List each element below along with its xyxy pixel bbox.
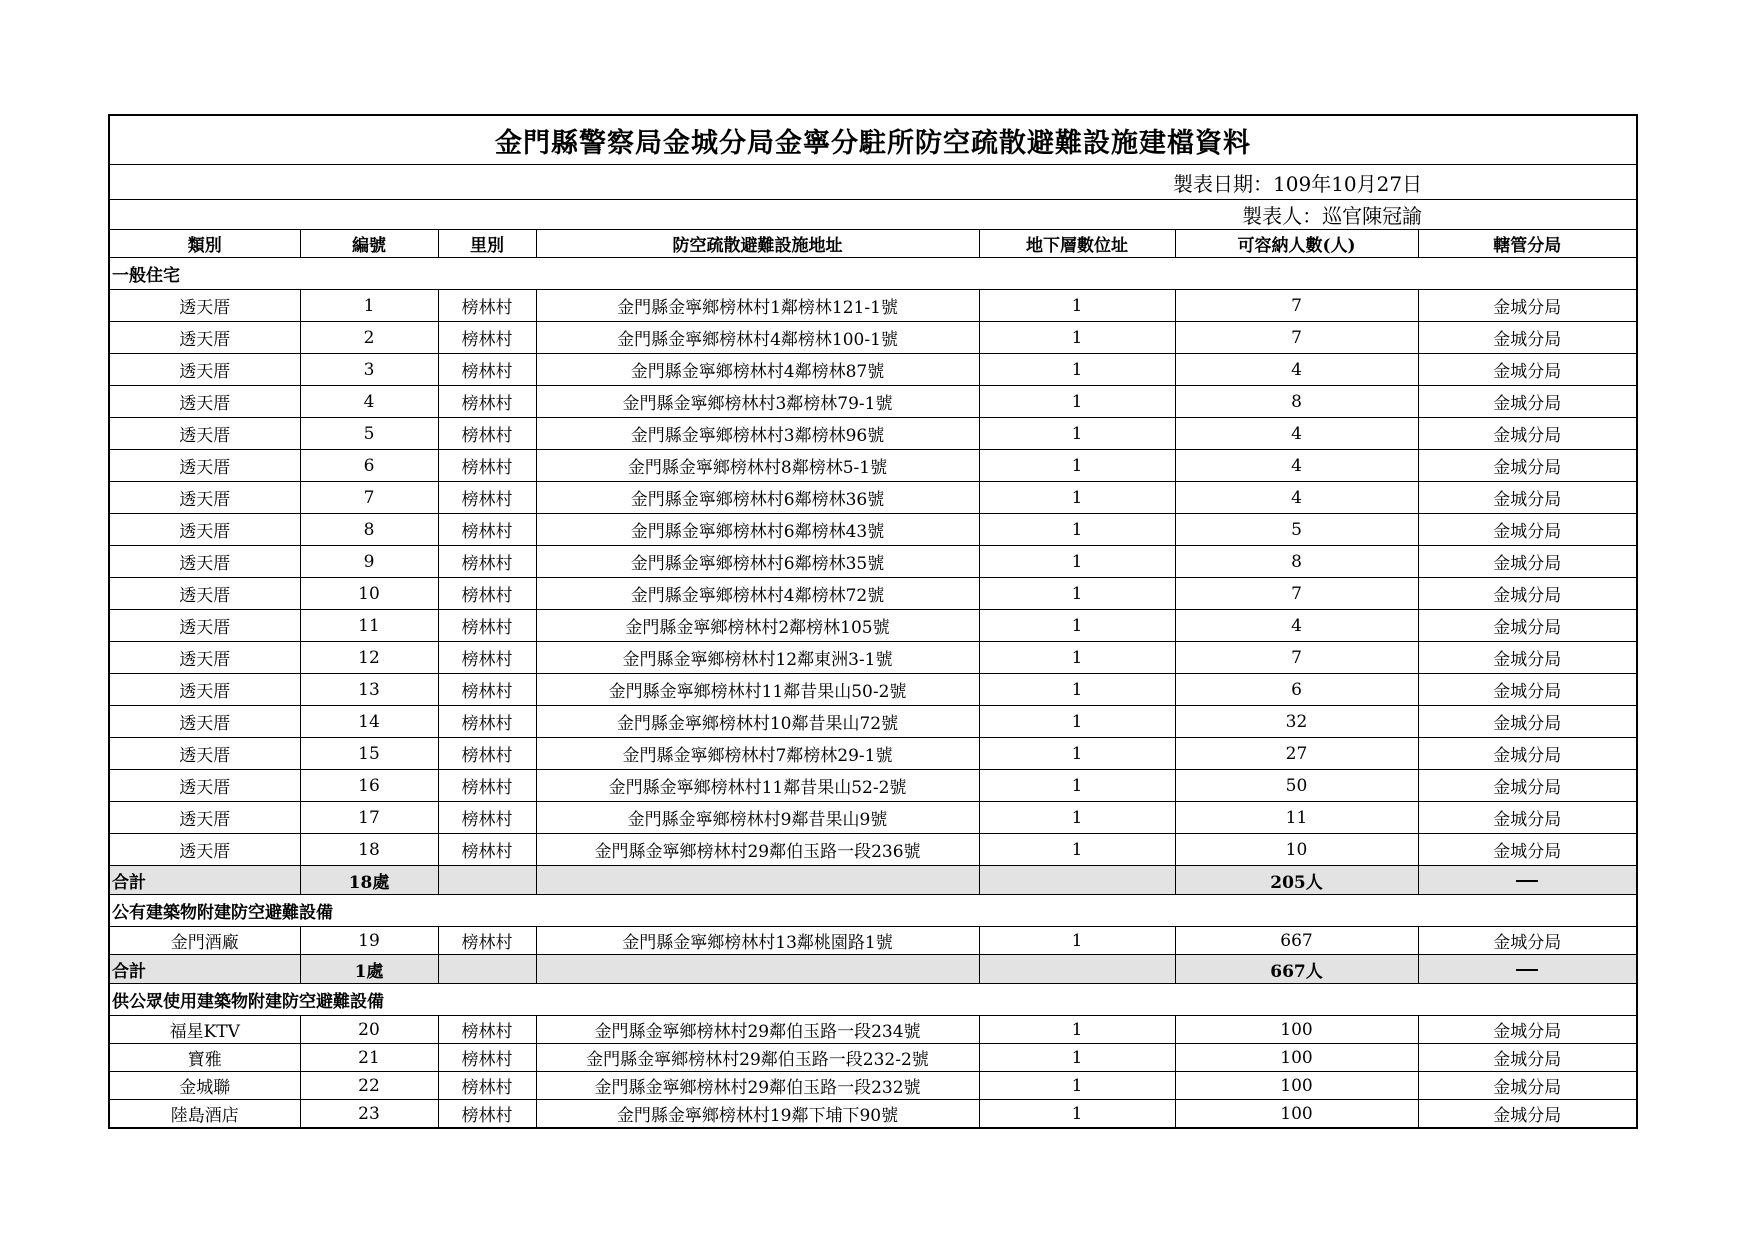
header-basement-floors: 地下層數位址 [979,230,1175,258]
cell-village: 榜林村 [438,1044,536,1072]
cell-address: 金門縣金寧鄉榜林村12鄰東洲3-1號 [536,642,979,674]
section-header [109,984,1637,1016]
cell-basement-floors: 1 [979,834,1175,866]
cell-village: 榜林村 [438,354,536,386]
cell-address: 金門縣金寧鄉榜林村6鄰榜林36號 [536,482,979,514]
table-row [109,674,1637,706]
cell-capacity: 8 [1175,546,1418,578]
cell-number: 3 [300,354,438,386]
maker-line: 製表人：巡官陳冠諭 [109,200,1637,230]
cell-precinct: 金城分局 [1418,770,1637,802]
cell-category: 福星KTV [109,1016,300,1044]
cell-village: 榜林村 [438,674,536,706]
cell-village: 榜林村 [438,1100,536,1129]
table-row [109,802,1637,834]
cell-precinct: 金城分局 [1418,834,1637,866]
cell-basement-floors: 1 [979,738,1175,770]
cell-category: 透天厝 [109,418,300,450]
cell-capacity: 7 [1175,642,1418,674]
table-row [109,482,1637,514]
cell-category: 透天厝 [109,578,300,610]
cell-capacity: 4 [1175,610,1418,642]
cell-address: 金門縣金寧鄉榜林村3鄰榜林96號 [536,418,979,450]
cell-village: 榜林村 [438,706,536,738]
cell-precinct: 金城分局 [1418,1016,1637,1044]
cell-basement-floors: 1 [979,1100,1175,1129]
total-dash [1418,866,1637,895]
cell-village: 榜林村 [438,1016,536,1044]
cell-precinct: 金城分局 [1418,578,1637,610]
cell-category: 透天厝 [109,674,300,706]
cell-category: 透天厝 [109,770,300,802]
cell-village: 榜林村 [438,290,536,322]
cell-basement-floors: 1 [979,927,1175,955]
table-row [109,354,1637,386]
document-title: 金門縣警察局金城分局金寧分駐所防空疏散避難設施建檔資料 [109,115,1637,165]
cell-precinct: 金城分局 [1418,927,1637,955]
header-village: 里別 [438,230,536,258]
total-label: 合計 [109,866,300,895]
cell-village: 榜林村 [438,322,536,354]
cell-village: 榜林村 [438,386,536,418]
total-people: 205人 [1175,866,1418,895]
cell-number: 14 [300,706,438,738]
cell-address: 金門縣金寧鄉榜林村8鄰榜林5-1號 [536,450,979,482]
cell-category: 金門酒廠 [109,927,300,955]
cell-address: 金門縣金寧鄉榜林村9鄰昔果山9號 [536,802,979,834]
cell-number: 11 [300,610,438,642]
header-number: 編號 [300,230,438,258]
cell-number: 8 [300,514,438,546]
cell-capacity: 667 [1175,927,1418,955]
cell-category: 透天厝 [109,738,300,770]
total-empty-cell [979,955,1175,984]
total-people: 667人 [1175,955,1418,984]
cell-village: 榜林村 [438,927,536,955]
table-row [109,1100,1637,1129]
cell-village: 榜林村 [438,482,536,514]
cell-basement-floors: 1 [979,642,1175,674]
cell-capacity: 32 [1175,706,1418,738]
cell-capacity: 7 [1175,290,1418,322]
table-row [109,642,1637,674]
cell-precinct: 金城分局 [1418,514,1637,546]
cell-category: 透天厝 [109,450,300,482]
cell-number: 10 [300,578,438,610]
date-line: 製表日期：109年10月27日 [109,165,1637,200]
cell-capacity: 8 [1175,386,1418,418]
cell-address: 金門縣金寧鄉榜林村11鄰昔果山52-2號 [536,770,979,802]
cell-address: 金門縣金寧鄉榜林村29鄰伯玉路一段236號 [536,834,979,866]
table-row [109,578,1637,610]
cell-precinct: 金城分局 [1418,482,1637,514]
cell-village: 榜林村 [438,770,536,802]
cell-capacity: 4 [1175,450,1418,482]
cell-address: 金門縣金寧鄉榜林村4鄰榜林87號 [536,354,979,386]
cell-number: 5 [300,418,438,450]
cell-basement-floors: 1 [979,770,1175,802]
cell-village: 榜林村 [438,642,536,674]
cell-number: 9 [300,546,438,578]
cell-address: 金門縣金寧鄉榜林村19鄰下埔下90號 [536,1100,979,1129]
table-row [109,834,1637,866]
cell-basement-floors: 1 [979,450,1175,482]
cell-number: 16 [300,770,438,802]
cell-village: 榜林村 [438,578,536,610]
cell-number: 15 [300,738,438,770]
cell-basement-floors: 1 [979,610,1175,642]
cell-capacity: 5 [1175,514,1418,546]
cell-capacity: 4 [1175,482,1418,514]
header-category: 類別 [109,230,300,258]
cell-address: 金門縣金寧鄉榜林村2鄰榜林105號 [536,610,979,642]
cell-address: 金門縣金寧鄉榜林村6鄰榜林43號 [536,514,979,546]
total-row [109,866,1637,895]
cell-category: 透天厝 [109,834,300,866]
header-address: 防空疏散避難設施地址 [536,230,979,258]
table-row [109,514,1637,546]
cell-address: 金門縣金寧鄉榜林村6鄰榜林35號 [536,546,979,578]
cell-precinct: 金城分局 [1418,1072,1637,1100]
cell-category: 透天厝 [109,706,300,738]
cell-capacity: 100 [1175,1016,1418,1044]
cell-basement-floors: 1 [979,418,1175,450]
table-row [109,770,1637,802]
cell-village: 榜林村 [438,1072,536,1100]
cell-precinct: 金城分局 [1418,418,1637,450]
cell-basement-floors: 1 [979,354,1175,386]
cell-number: 21 [300,1044,438,1072]
section-header [109,895,1637,927]
cell-basement-floors: 1 [979,1072,1175,1100]
cell-capacity: 11 [1175,802,1418,834]
table-row [109,1016,1637,1044]
cell-precinct: 金城分局 [1418,674,1637,706]
cell-precinct: 金城分局 [1418,386,1637,418]
cell-number: 12 [300,642,438,674]
cell-address: 金門縣金寧鄉榜林村13鄰桃園路1號 [536,927,979,955]
section-title: 公有建築物附建防空避難設備 [109,895,1637,927]
total-dash [1418,955,1637,984]
cell-basement-floors: 1 [979,322,1175,354]
cell-number: 6 [300,450,438,482]
cell-basement-floors: 1 [979,482,1175,514]
cell-category: 透天厝 [109,354,300,386]
cell-village: 榜林村 [438,610,536,642]
table-row [109,706,1637,738]
table-row [109,927,1637,955]
cell-capacity: 100 [1175,1100,1418,1129]
cell-capacity: 50 [1175,770,1418,802]
cell-precinct: 金城分局 [1418,322,1637,354]
cell-village: 榜林村 [438,738,536,770]
cell-category: 透天厝 [109,386,300,418]
cell-number: 23 [300,1100,438,1129]
cell-number: 2 [300,322,438,354]
cell-capacity: 100 [1175,1072,1418,1100]
cell-precinct: 金城分局 [1418,610,1637,642]
cell-capacity: 27 [1175,738,1418,770]
total-empty-cell [536,955,979,984]
cell-capacity: 4 [1175,418,1418,450]
cell-address: 金門縣金寧鄉榜林村1鄰榜林121-1號 [536,290,979,322]
cell-village: 榜林村 [438,834,536,866]
cell-capacity: 4 [1175,354,1418,386]
header-row [109,230,1637,258]
cell-capacity: 6 [1175,674,1418,706]
cell-address: 金門縣金寧鄉榜林村7鄰榜林29-1號 [536,738,979,770]
cell-basement-floors: 1 [979,578,1175,610]
cell-category: 透天厝 [109,642,300,674]
cell-address: 金門縣金寧鄉榜林村29鄰伯玉路一段234號 [536,1016,979,1044]
table-row [109,386,1637,418]
cell-village: 榜林村 [438,418,536,450]
cell-number: 4 [300,386,438,418]
table-row [109,1072,1637,1100]
total-empty-cell [536,866,979,895]
cell-basement-floors: 1 [979,514,1175,546]
section-header [109,258,1637,290]
cell-address: 金門縣金寧鄉榜林村10鄰昔果山72號 [536,706,979,738]
cell-precinct: 金城分局 [1418,450,1637,482]
cell-number: 7 [300,482,438,514]
table-row [109,1044,1637,1072]
cell-village: 榜林村 [438,802,536,834]
header-capacity: 可容納人數(人) [1175,230,1418,258]
cell-basement-floors: 1 [979,386,1175,418]
cell-address: 金門縣金寧鄉榜林村29鄰伯玉路一段232-2號 [536,1044,979,1072]
cell-precinct: 金城分局 [1418,642,1637,674]
cell-address: 金門縣金寧鄉榜林村3鄰榜林79-1號 [536,386,979,418]
cell-category: 寶雅 [109,1044,300,1072]
cell-category: 透天厝 [109,290,300,322]
cell-category: 陸島酒店 [109,1100,300,1129]
table-row [109,322,1637,354]
table-row [109,610,1637,642]
dash-mark [1516,880,1538,882]
cell-precinct: 金城分局 [1418,802,1637,834]
cell-category: 透天厝 [109,802,300,834]
table-row [109,290,1637,322]
total-label: 合計 [109,955,300,984]
cell-basement-floors: 1 [979,674,1175,706]
cell-basement-floors: 1 [979,802,1175,834]
cell-precinct: 金城分局 [1418,546,1637,578]
cell-number: 19 [300,927,438,955]
cell-number: 22 [300,1072,438,1100]
cell-precinct: 金城分局 [1418,706,1637,738]
cell-precinct: 金城分局 [1418,354,1637,386]
section-title: 一般住宅 [109,258,1637,290]
cell-village: 榜林村 [438,514,536,546]
total-count: 18處 [300,866,438,895]
cell-capacity: 7 [1175,322,1418,354]
cell-basement-floors: 1 [979,546,1175,578]
cell-number: 20 [300,1016,438,1044]
cell-basement-floors: 1 [979,1016,1175,1044]
total-count: 1處 [300,955,438,984]
cell-precinct: 金城分局 [1418,738,1637,770]
cell-category: 透天厝 [109,546,300,578]
total-empty-cell [438,955,536,984]
cell-village: 榜林村 [438,450,536,482]
cell-precinct: 金城分局 [1418,1044,1637,1072]
cell-basement-floors: 1 [979,1044,1175,1072]
cell-address: 金門縣金寧鄉榜林村4鄰榜林72號 [536,578,979,610]
cell-basement-floors: 1 [979,290,1175,322]
cell-village: 榜林村 [438,546,536,578]
table-row [109,738,1637,770]
cell-number: 13 [300,674,438,706]
cell-address: 金門縣金寧鄉榜林村11鄰昔果山50-2號 [536,674,979,706]
table-row [109,546,1637,578]
dash-mark [1516,969,1538,971]
cell-category: 透天厝 [109,610,300,642]
shelter-data-table [108,114,1638,1129]
total-row [109,955,1637,984]
cell-address: 金門縣金寧鄉榜林村4鄰榜林100-1號 [536,322,979,354]
table-row [109,450,1637,482]
cell-number: 18 [300,834,438,866]
cell-category: 金城聯 [109,1072,300,1100]
cell-number: 17 [300,802,438,834]
cell-precinct: 金城分局 [1418,1100,1637,1129]
cell-precinct: 金城分局 [1418,290,1637,322]
cell-capacity: 7 [1175,578,1418,610]
section-title: 供公眾使用建築物附建防空避難設備 [109,984,1637,1016]
table-row [109,418,1637,450]
cell-basement-floors: 1 [979,706,1175,738]
total-empty-cell [979,866,1175,895]
cell-address: 金門縣金寧鄉榜林村29鄰伯玉路一段232號 [536,1072,979,1100]
cell-capacity: 10 [1175,834,1418,866]
header-precinct: 轄管分局 [1418,230,1637,258]
cell-capacity: 100 [1175,1044,1418,1072]
cell-number: 1 [300,290,438,322]
cell-category: 透天厝 [109,482,300,514]
cell-category: 透天厝 [109,514,300,546]
total-empty-cell [438,866,536,895]
cell-category: 透天厝 [109,322,300,354]
